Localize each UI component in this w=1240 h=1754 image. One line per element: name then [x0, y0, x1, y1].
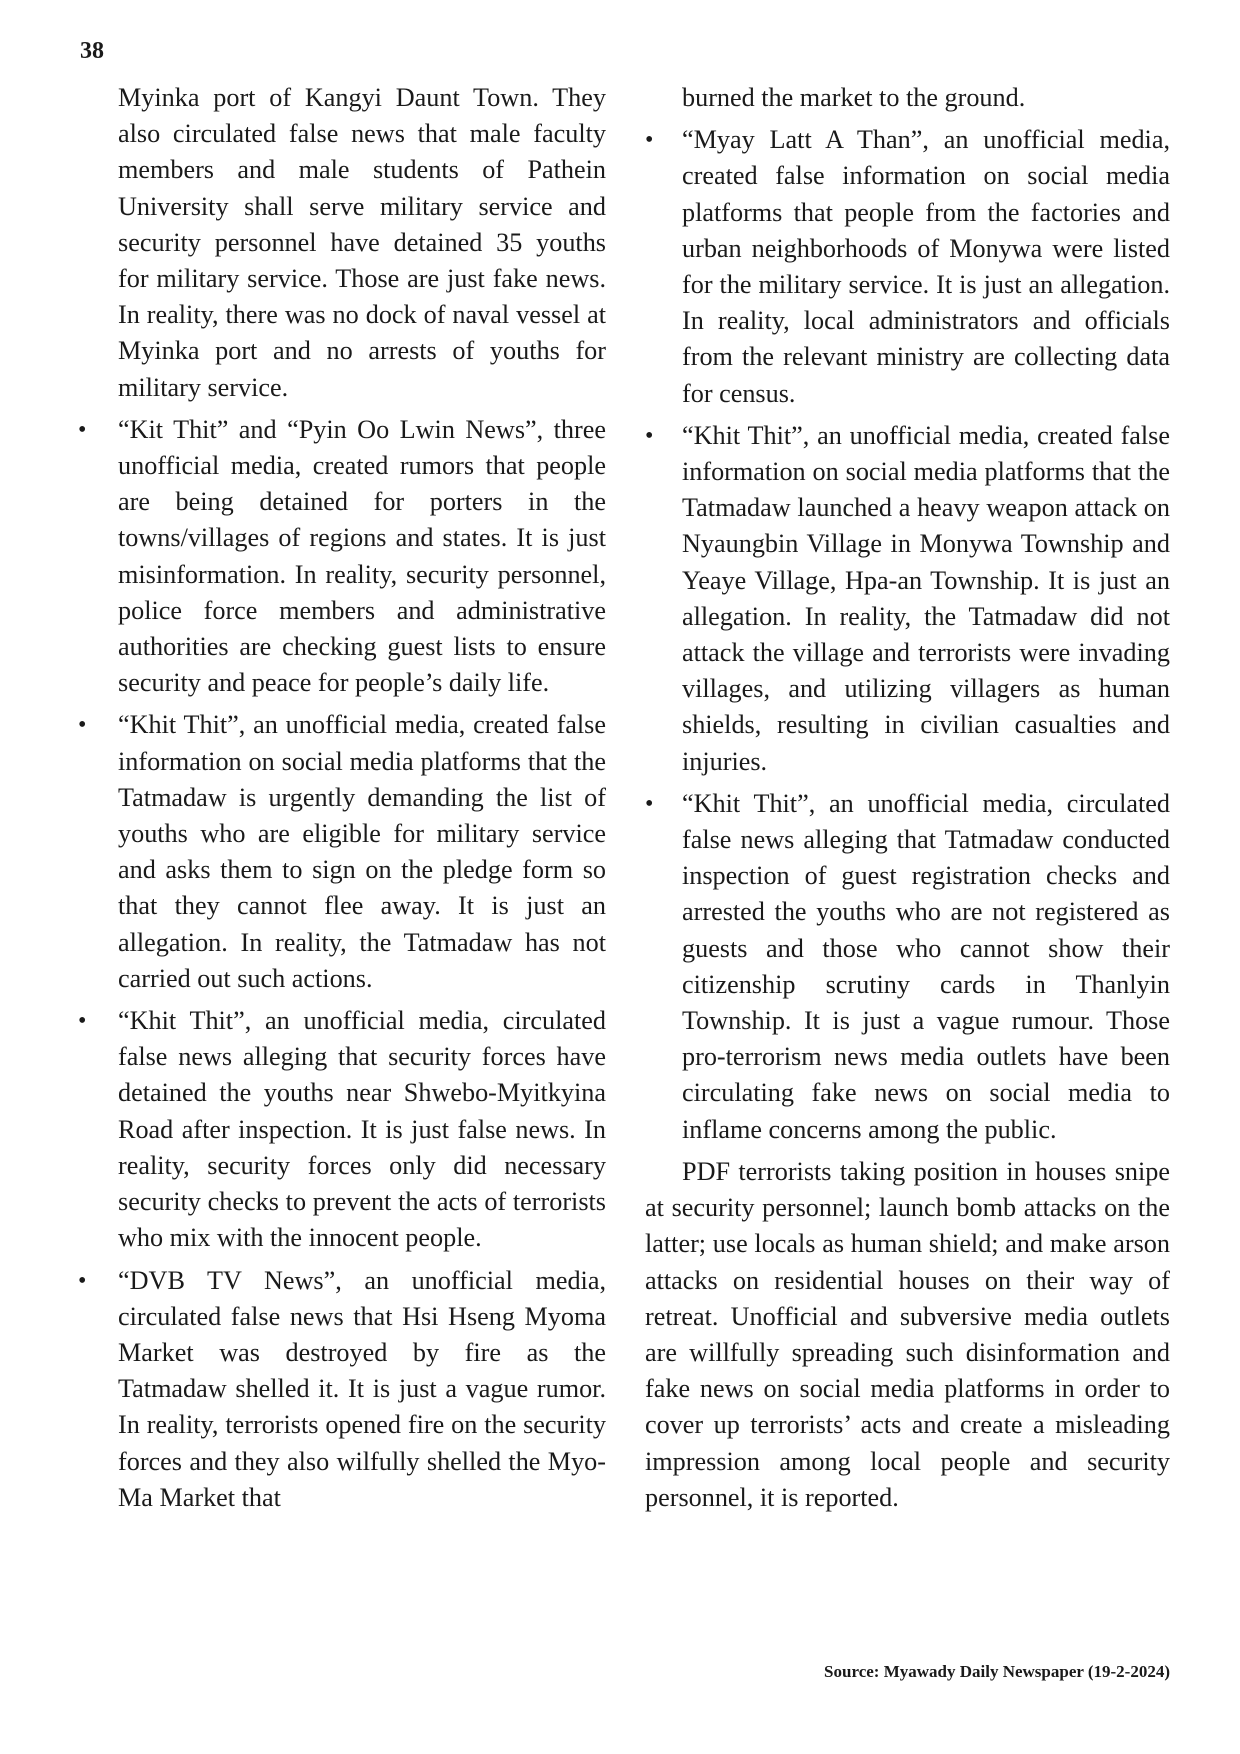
list-item [645, 122, 1170, 412]
bullet-icon: • [78, 416, 87, 443]
list-item-text: “DVB TV News”, an unofficial media, circulated false news that Hsi Hseng Myoma Market was destroyed by fire as the Tatmadaw shelled it. It is just a vague rumor. In reality, terrorists opened fire on the security forces and they also wilfully shelled the Myo-Ma Market that [118, 1265, 606, 1512]
continuation-text: burned the market to the ground. [682, 83, 1026, 112]
right-bullet-list [645, 122, 1170, 1148]
bullet-icon: • [645, 790, 654, 817]
list-item [78, 707, 606, 997]
left-column [78, 80, 606, 1522]
bullet-icon: • [78, 1008, 87, 1035]
list-item-text: “Kit Thit” and “Pyin Oo Lwin News”, three unofficial media, created rumors that people are being detained for porters in the towns/villages of regions and states. It is just misinformation. In reality, security personnel, police force members and administrative authorities are checking guest lists to ensure security and peace for people’s daily life. [118, 414, 606, 698]
list-item-text: “Khit Thit”, an unofficial media, circulated false news alleging that security forces have detained the youths near Shwebo-Myitkyina Road after inspection. It is just false news. In reality, security forces only did necessary security checks to prevent the acts of terrorists who mix with the innocent people. [118, 1006, 606, 1253]
source-citation: Source: Myawady Daily Newspaper (19-2-2024) [824, 1662, 1170, 1681]
page-number: 38 [80, 38, 104, 64]
right-column [645, 80, 1170, 1516]
list-item-text: “Khit Thit”, an unofficial media, created false information on social media platforms that the Tatmadaw is urgently demanding the list of youths who are eligible for military service and asks them to sign on the pledge form so that they cannot flee away. It is just an allegation. In reality, the Tatmadaw has not carried out such actions. [118, 710, 606, 993]
closing-paragraph: PDF terrorists taking position in houses snipe at security personnel; launch bomb attacks on the latter; use locals as human shield; and make arson attacks on residential houses on their way of retreat. Unofficial and subversive media outlets are willfully spreading such disinformation and fake news on social media platforms in order to cover up terrorists’ acts and create a misleading impression among local people and security personnel, it is reported. [645, 1156, 1170, 1512]
list-item-text: “Khit Thit”, an unofficial media, circulated false news alleging that Tatmadaw conducted inspection of guest registration checks and arrested the youths who are not registered as guests and those who cannot show their citizenship scrutiny cards in Thanlyin Township. It is just a vague rumour. Those pro-terrorism news media outlets have been circulating fake news on social media to inflame concerns among the public. [682, 788, 1170, 1144]
bullet-icon: • [645, 127, 654, 154]
list-item-text: “Myay Latt A Than”, an unofficial media, created false information on social media platforms that people from the factories and urban neighborhoods of Monywa were listed for the military service. It is just an allegation. In reality, local administrators and officials from the relevant ministry are collecting data for census. [682, 125, 1170, 408]
list-item [78, 412, 606, 702]
bullet-icon: • [645, 422, 654, 449]
list-item [645, 418, 1170, 780]
lead-paragraph: Myinka port of Kangyi Daunt Town. They also circulated false news that male faculty members and male students of Pathein University shall serve military service and security personnel have detained 35 youths for military service. Those are just fake news. In reality, there was no dock of naval vessel at Myinka port and no arrests of youths for military service. [118, 83, 606, 402]
bullet-icon: • [78, 1267, 87, 1294]
bullet-icon: • [78, 712, 87, 739]
list-item [78, 1263, 606, 1516]
list-item [78, 1003, 606, 1256]
list-item [645, 786, 1170, 1148]
list-item-text: “Khit Thit”, an unofficial media, created false information on social media platforms that the Tatmadaw launched a heavy weapon attack on Nyaungbin Village in Monywa Township and Yeaye Village, Hpa-an Township. It is just an allegation. In reality, the Tatmadaw did not attack the village and terrorists were invading villages, and utilizing villagers as human shields, resulting in civilian casualties and injuries. [682, 420, 1170, 776]
left-bullet-list [78, 412, 606, 1516]
